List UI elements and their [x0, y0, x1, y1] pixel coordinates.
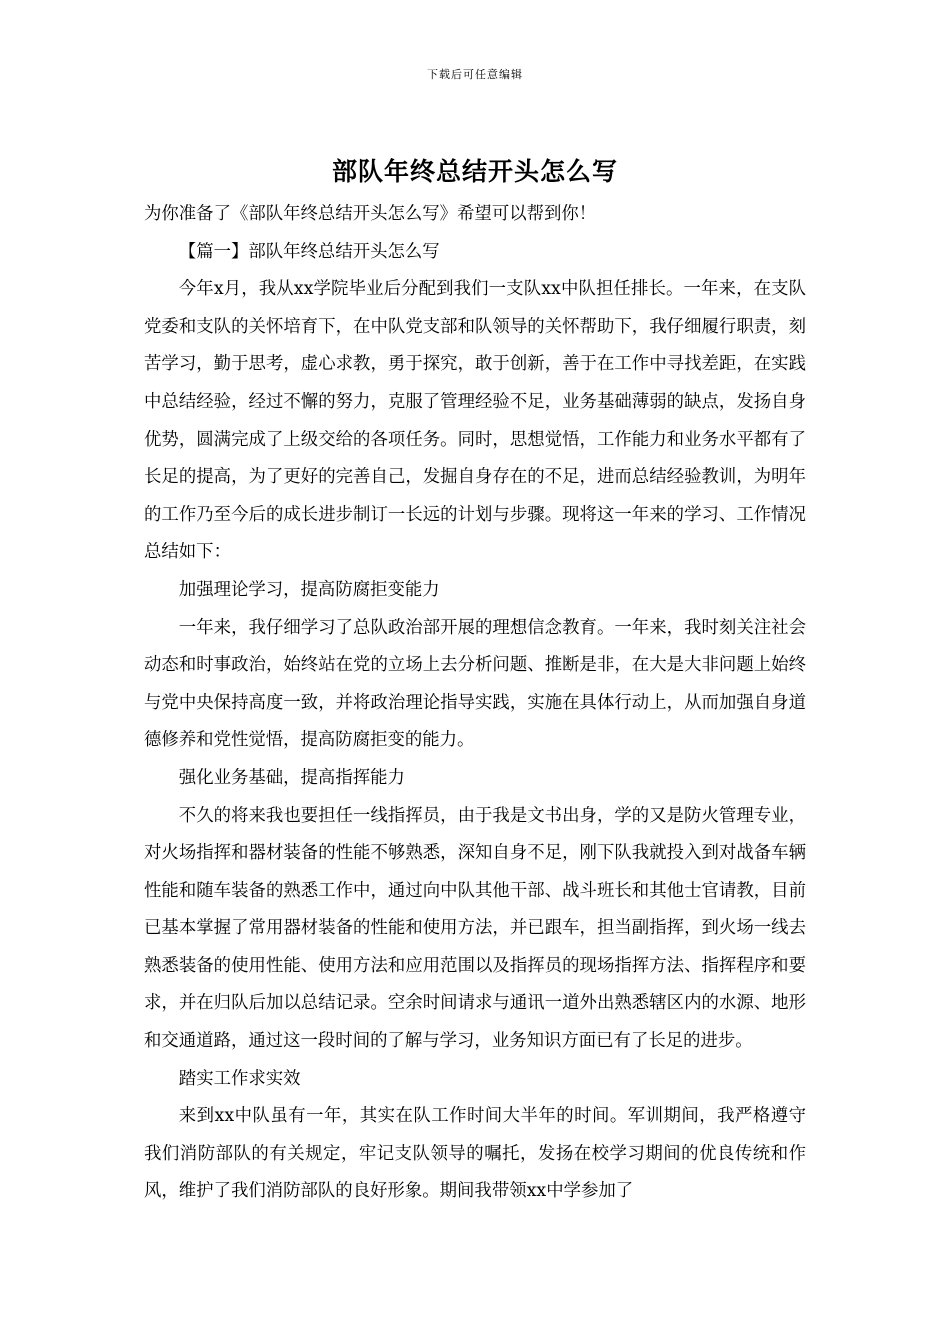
- header-note: 下载后可任意编辑: [427, 68, 523, 81]
- paragraph-intro: 为你准备了《部队年终总结开头怎么写》希望可以帮到你！: [144, 204, 597, 224]
- paragraph: 一年来，我仔细学习了总队政治部开展的理想信念教育。一年来，我时刻关注社会动态和时事政治，始终站在党的立场上去分析问题、推断是非，在大是大非问题上始终与党中央保持高度一致，并将政治理论指导实践，实施在具体行动上，从而加强自身道德修养和党性觉悟，提高防腐拒变的能力。: [144, 617, 806, 751]
- subheading: 加强理论学习，提高防腐拒变能力: [178, 579, 440, 600]
- document-title: 部队年终总结开头怎么写: [331, 157, 618, 186]
- document-body: [144, 196, 806, 1211]
- paragraph: 今年x月，我从xx学院毕业后分配到我们一支队xx中队担任排长。一年来，在支队党委和支队的关怀培育下，在中队党支部和队领导的关怀帮助下，我仔细履行职责，刻苦学习，勤于思考，虚心求教，勇于探究，敢于创新，善于在工作中寻找差距，在实践中总结经验，经过不懈的努力，克服了管理经验不足，业务基础薄弱的缺点，发扬自身优势，圆满完成了上级交给的各项任务。同时，思想觉悟，工作能力和业务水平都有了长足的提高，为了更好的完善自己，发掘自身存在的不足，进而总结经验教训，为明年的工作乃至今后的成长进步制订一长远的计划与步骤。现将这一年来的学习、工作情况总结如下：: [144, 279, 806, 563]
- paragraph: 来到xx中队虽有一年，其实在队工作时间大半年的时间。军训期间，我严格遵守我们消防部队的有关规定，牢记支队领导的嘱托，发扬在校学习期间的优良传统和作风，维护了我们消防部队的良好形象。期间我带领xx中学参加了: [144, 1106, 806, 1202]
- paragraph: 不久的将来我也要担任一线指挥员，由于我是文书出身，学的又是防火管理专业，对火场指挥和器材装备的性能不够熟悉，深知自身不足，刚下队我就投入到对战备车辆性能和随车装备的熟悉工作中，通过向中队其他干部、战斗班长和其他士官请教，目前已基本掌握了常用器材装备的性能和使用方法，并已跟车，担当副指挥，到火场一线去熟悉装备的使用性能、使用方法和应用范围以及指挥员的现场指挥方法、指挥程序和要求，并在归队后加以总结记录。空余时间请求与通讯一道外出熟悉辖区内的水源、地形和交通道路，通过这一段时间的了解与学习，业务知识方面已有了长足的进步。: [144, 805, 806, 1052]
- subheading: 踏实工作求实效: [178, 1068, 301, 1089]
- paragraph-section-heading: 【篇一】部队年终总结开头怎么写: [178, 241, 440, 262]
- subheading: 强化业务基础，提高指挥能力: [178, 767, 405, 788]
